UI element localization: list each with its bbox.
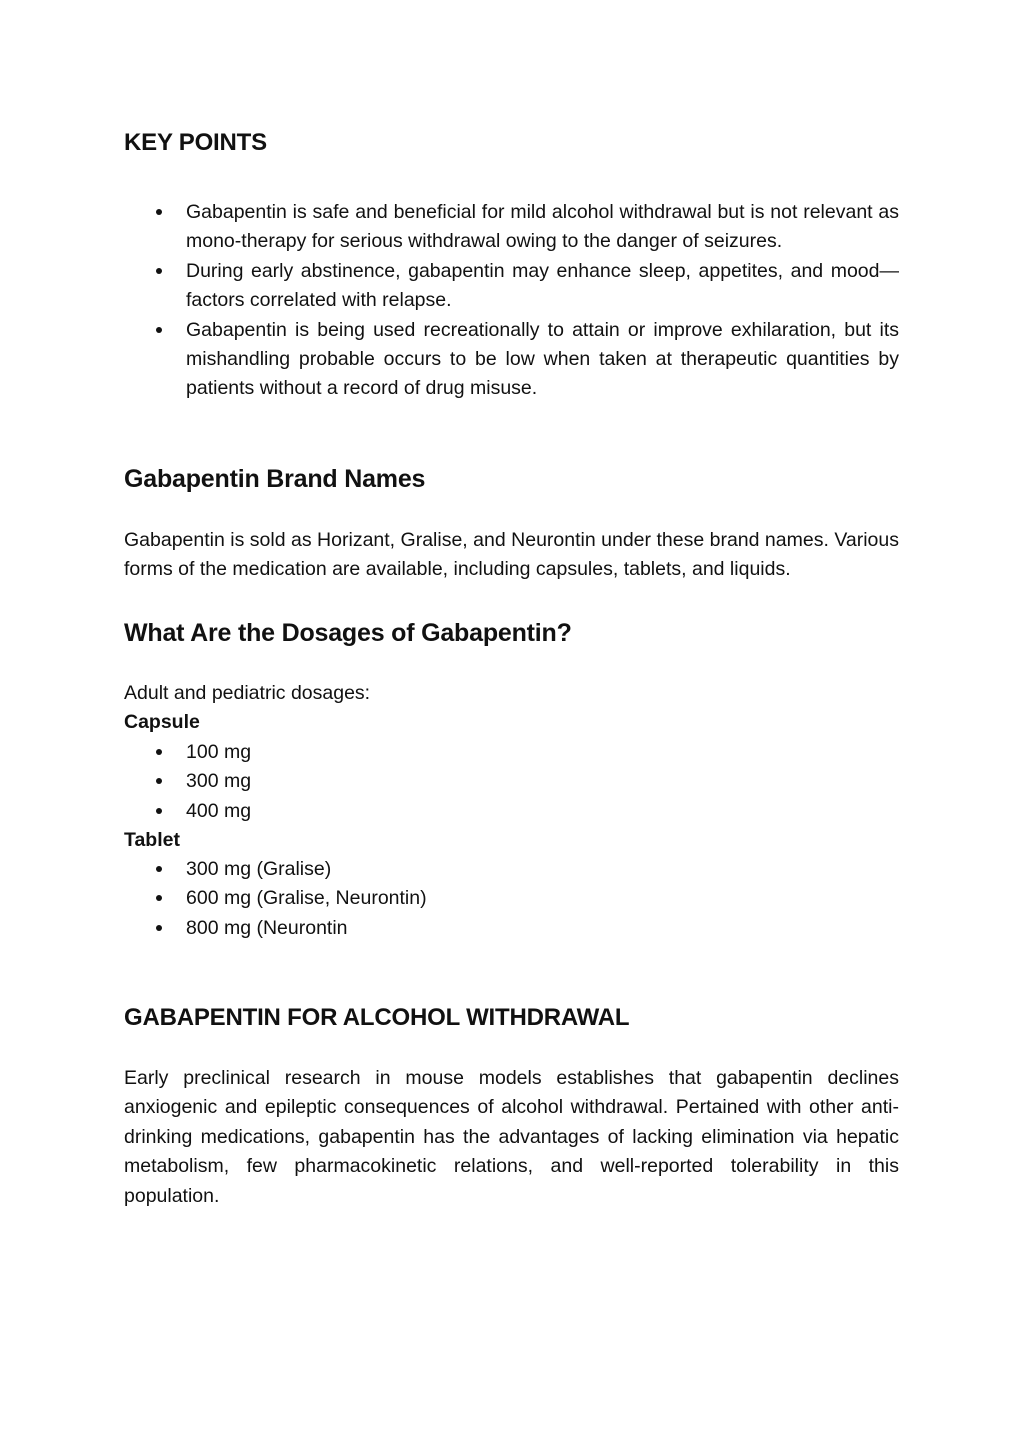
tablet-list	[124, 855, 899, 943]
tablet-label: Tablet	[124, 829, 180, 851]
tablet-item: 300 mg (Gralise)	[124, 855, 899, 884]
bullet-icon	[156, 866, 162, 872]
key-points-list	[124, 198, 899, 404]
alcohol-withdrawal-paragraph: Early preclinical research in mouse models establishes that gabapentin declines anxiogenic and epileptic consequences of alcohol withdrawal. Pertained with other anti-drinking medications, gabapentin has the advantages of lacking elimination via hepatic metabolism, few pharmacokinetic relations, and well-reported tolerability in this population.	[124, 1067, 899, 1207]
brand-names-heading: Gabapentin Brand Names	[124, 465, 426, 493]
bullet-icon	[156, 808, 162, 814]
brand-names-paragraph: Gabapentin is sold as Horizant, Gralise, and Neurontin under these brand names. Various forms of the medication are available, including capsules, tablets, and liquids.	[124, 529, 899, 581]
bullet-icon	[156, 895, 162, 901]
key-point-item: During early abstinence, gabapentin may enhance sleep, appetites, and mood—factors correlated with relapse.	[124, 257, 899, 316]
capsule-item: 300 mg	[124, 767, 899, 796]
dosages-heading: What Are the Dosages of Gabapentin?	[124, 619, 572, 647]
tablet-item: 800 mg (Neurontin	[124, 914, 899, 943]
key-points-heading: KEY POINTS	[124, 129, 267, 156]
bullet-icon	[156, 327, 162, 333]
tablet-item: 600 mg (Gralise, Neurontin)	[124, 884, 899, 913]
capsule-label: Capsule	[124, 711, 200, 733]
key-point-item: Gabapentin is being used recreationally to attain or improve exhilaration, but its mishandling probable occurs to be low when taken at therapeutic quantities by patients without a record of drug misuse.	[124, 316, 899, 404]
capsule-item: 400 mg	[124, 797, 899, 826]
bullet-icon	[156, 925, 162, 931]
bullet-icon	[156, 268, 162, 274]
bullet-icon	[156, 749, 162, 755]
key-point-item: Gabapentin is safe and beneficial for mild alcohol withdrawal but is not relevant as mono-therapy for serious withdrawal owing to the danger of seizures.	[124, 198, 899, 257]
capsule-list	[124, 738, 899, 826]
dosages-intro: Adult and pediatric dosages:	[124, 682, 371, 704]
bullet-icon	[156, 778, 162, 784]
capsule-item: 100 mg	[124, 738, 899, 767]
alcohol-withdrawal-heading: GABAPENTIN FOR ALCOHOL WITHDRAWAL	[124, 1004, 630, 1031]
bullet-icon	[156, 209, 162, 215]
